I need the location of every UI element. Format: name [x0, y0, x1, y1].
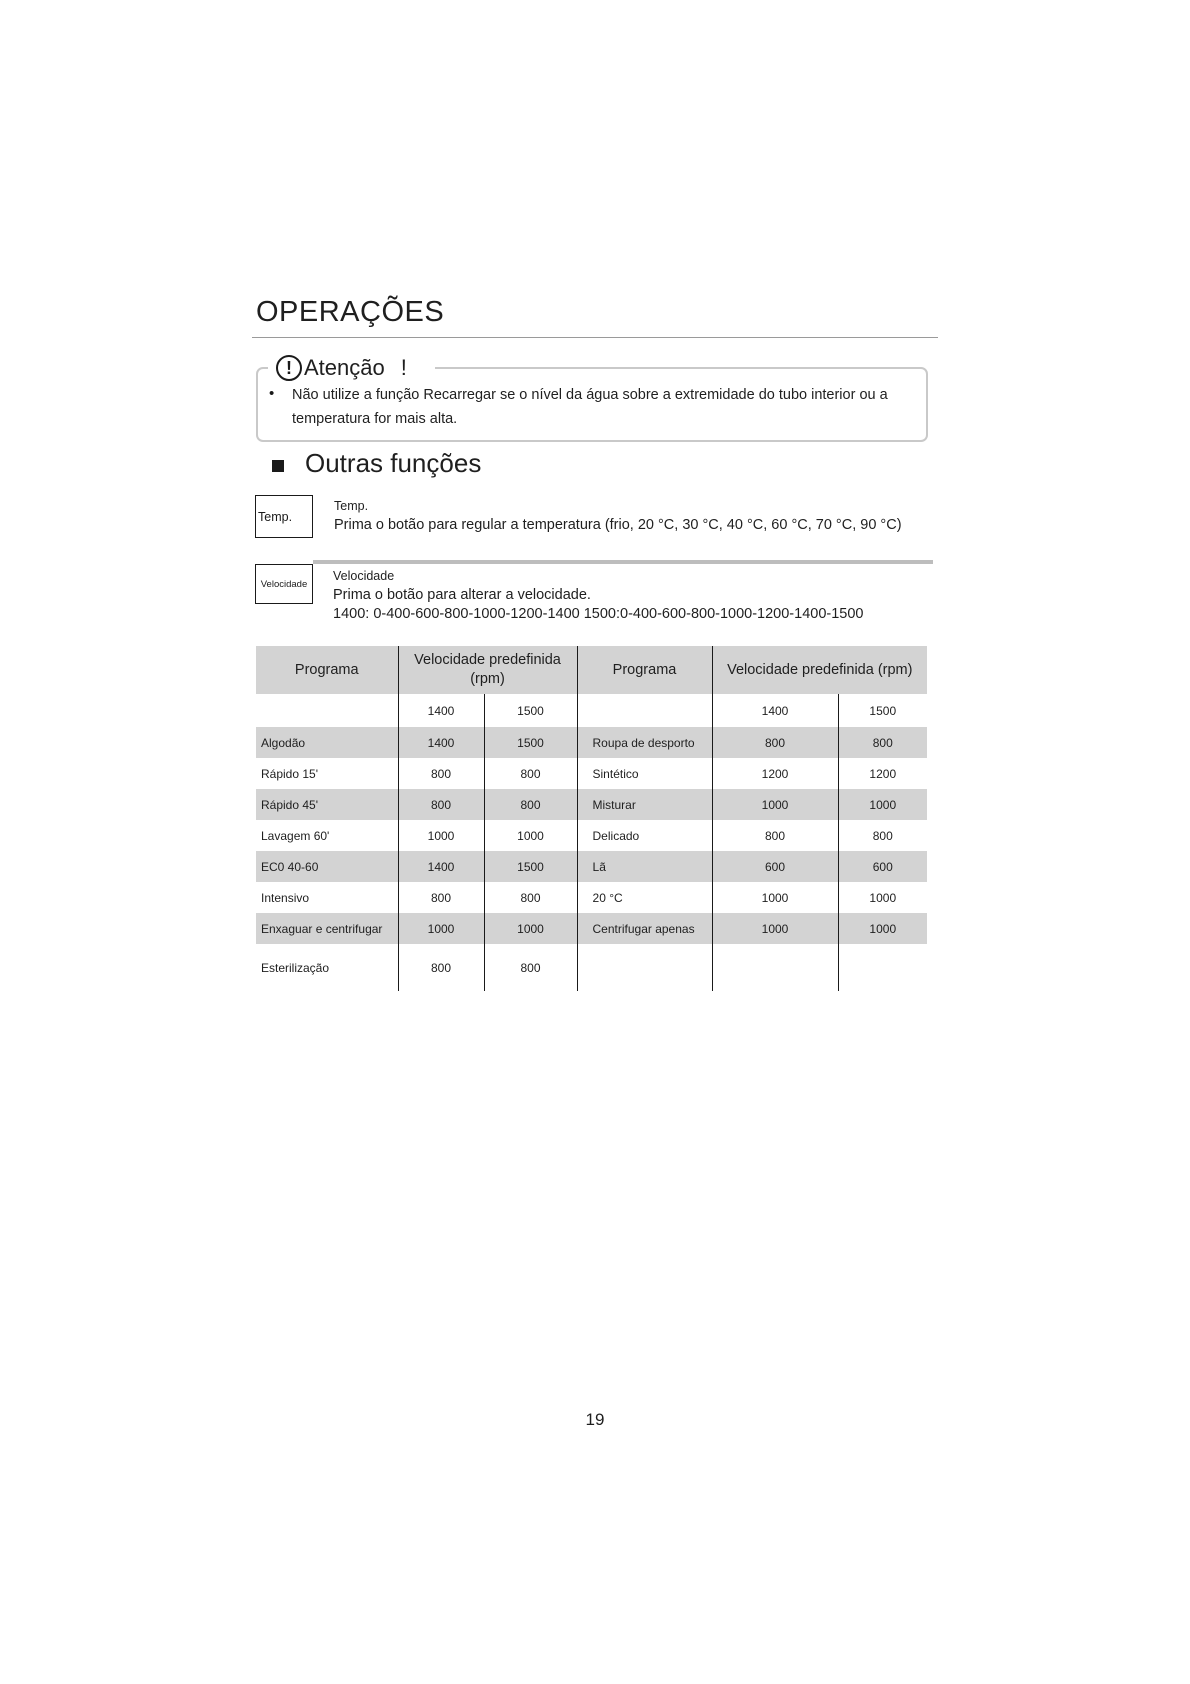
table-cell: 1200: [838, 758, 927, 789]
subheader-cell: 1500: [838, 694, 927, 727]
section-title: Outras funções: [305, 448, 482, 478]
table-cell: 600: [838, 851, 927, 882]
table-cell: Sintético: [577, 758, 712, 789]
table-cell: 800: [398, 882, 484, 913]
subheader-cell: 1500: [484, 694, 577, 727]
table-cell: Rápido 15': [261, 766, 318, 781]
speed-table: [256, 646, 927, 991]
table-row: [256, 882, 927, 913]
table-cell: 1000: [712, 789, 838, 820]
table-cell: 800: [484, 789, 577, 820]
speed-button: Velocidade: [255, 564, 313, 604]
title-divider: [252, 337, 938, 338]
table-cell: 1000: [838, 789, 927, 820]
speed-values: 1400: 0-400-600-800-1000-1200-1400 1500:0-400-600-800-1000-1200-1400-1500: [333, 606, 864, 622]
header-program: Programa: [577, 646, 712, 694]
table-row: [256, 820, 927, 851]
table-cell: 800: [838, 820, 927, 851]
table-cell: Roupa de desporto: [577, 727, 712, 758]
table-cell: 1000: [838, 913, 927, 944]
table-cell: 1000: [484, 913, 577, 944]
table-cell: EC0 40-60: [256, 851, 398, 882]
table-cell: 1400: [398, 851, 484, 882]
table-cell: [577, 944, 712, 991]
table-cell: 800: [484, 882, 577, 913]
section-divider: [313, 560, 933, 564]
table-cell: 1500: [484, 727, 577, 758]
header-program: Programa: [256, 646, 398, 694]
table-cell: 800: [398, 944, 484, 991]
table-cell: 1500: [484, 851, 577, 882]
table-row: [256, 789, 927, 820]
table-cell: Esterilização: [261, 960, 330, 975]
table-cell: [712, 944, 838, 991]
table-cell: Lavagem 60': [261, 828, 330, 843]
table-cell: 1000: [398, 913, 484, 944]
table-cell: [838, 944, 927, 991]
speed-label: Velocidade: [333, 569, 395, 583]
table-header: [256, 646, 927, 694]
table-cell: 20 °C: [577, 882, 712, 913]
temp-label: Temp.: [334, 499, 369, 513]
bullet: •: [269, 385, 275, 402]
attention-exclamation: !: [400, 355, 407, 380]
table-cell: 800: [398, 758, 484, 789]
page-title: OPERAÇÕES: [256, 296, 445, 328]
table-cell: 1000: [838, 882, 927, 913]
temp-description: Prima o botão para regular a temperatura (frio, 20 °C, 30 °C, 40 °C, 60 °C, 70 °C, 90 °C): [334, 517, 902, 533]
header-speed: Velocidade predefinida (rpm): [398, 646, 577, 694]
table-cell: Enxaguar e centrifugar: [256, 913, 398, 944]
table-cell: Misturar: [577, 789, 712, 820]
table-cell: 800: [712, 727, 838, 758]
table-cell: 600: [712, 851, 838, 882]
table-cell: Centrifugar apenas: [577, 913, 712, 944]
table-row: [256, 913, 927, 944]
table-subheader: [256, 694, 927, 727]
table-cell: 1400: [398, 727, 484, 758]
subheader-cell: 1400: [712, 694, 838, 727]
table-row: [256, 727, 927, 758]
table-cell: 1000: [484, 820, 577, 851]
table-cell: 1200: [712, 758, 838, 789]
table-cell: 800: [838, 727, 927, 758]
warning-circle-icon: !: [276, 355, 302, 381]
table-cell: 800: [712, 820, 838, 851]
speed-description: Prima o botão para alterar a velocidade.: [333, 587, 591, 603]
table-cell: 1000: [398, 820, 484, 851]
attention-text: Não utilize a função Recarregar se o nível da água sobre a extremidade do tubo interior ou a temperatura for mais alta.: [292, 387, 888, 427]
table-cell: Rápido 45': [256, 789, 398, 820]
table-row: [256, 851, 927, 882]
table-cell: Intensivo: [261, 890, 310, 905]
table-cell: Algodão: [256, 727, 398, 758]
table-cell: Delicado: [577, 820, 712, 851]
table-cell: 1000: [712, 913, 838, 944]
table-row: [256, 944, 927, 991]
table-cell: 800: [484, 758, 577, 789]
attention-title: Atenção: [304, 355, 385, 380]
table-cell: 1000: [712, 882, 838, 913]
page-number: 19: [585, 1410, 605, 1429]
header-speed: Velocidade predefinida (rpm): [712, 646, 927, 694]
attention-header: [268, 348, 435, 388]
table-cell: 800: [484, 944, 577, 991]
temp-button: Temp.: [255, 495, 313, 538]
subheader-cell: 1400: [398, 694, 484, 727]
table-row: [256, 758, 927, 789]
table-cell: Lã: [577, 851, 712, 882]
table-cell: 800: [398, 789, 484, 820]
square-bullet-icon: [272, 460, 284, 472]
